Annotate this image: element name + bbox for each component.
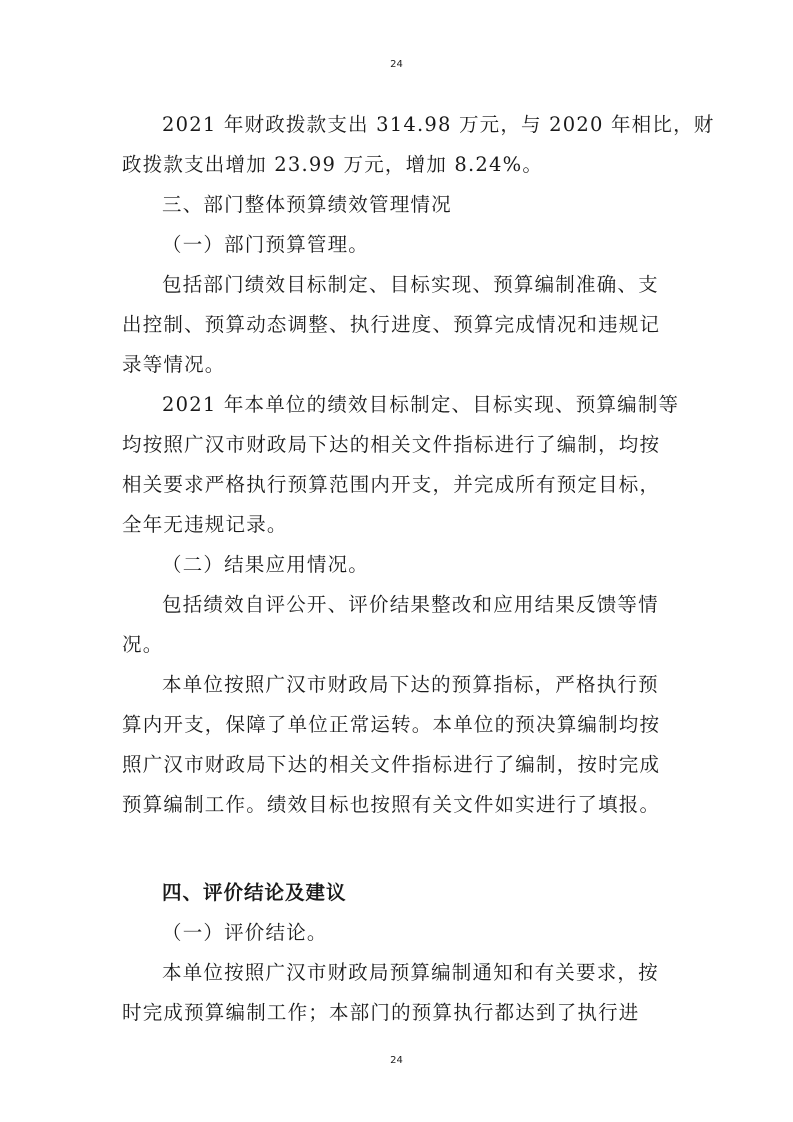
text-line: 算内开支，保障了单位正常运转。本单位的预决算编制均按 [122, 713, 661, 736]
text-line: 照广汉市财政局下达的相关文件指标进行了编制，按时完成 [122, 753, 661, 776]
paragraph-appropriation-expenditure [122, 105, 715, 185]
text-line: 时完成预算编制工作；本部门的预算执行都达到了执行进 [122, 1001, 640, 1024]
section-heading-4 [122, 873, 677, 913]
text-line: 全年无违规记录。 [122, 513, 288, 536]
subsection-heading-evaluation-conclusion [122, 913, 677, 953]
text-line: （一）部门预算管理。 [162, 233, 370, 256]
text-line: 包括绩效自评公开、评价结果整改和应用结果反馈等情 [162, 593, 659, 616]
text-line: 2021 年本单位的绩效目标制定、目标实现、预算编制等 [162, 393, 680, 416]
subsection-heading-result-application [122, 545, 677, 585]
text-line: 本单位按照广汉市财政局下达的预算指标，严格执行预 [162, 673, 659, 696]
page-number-top: 24 [390, 59, 403, 70]
subsection-heading-budget-management [122, 225, 677, 265]
text-line: （二）结果应用情况。 [162, 553, 370, 576]
text-line: 相关要求严格执行预算范围内开支，并完成所有预定目标， [122, 473, 661, 496]
text-line: 本单位按照广汉市财政局预算编制通知和有关要求，按 [162, 961, 659, 984]
text-line: 政拨款支出增加 23.99 万元，增加 8.24%。 [122, 153, 544, 176]
text-line: 况。 [122, 633, 164, 656]
text-line: 出控制、预算动态调整、执行进度、预算完成情况和违规记 [122, 313, 661, 336]
paragraph-2021-performance [122, 385, 680, 545]
paragraph-evaluation-conclusion [122, 953, 677, 1033]
text-line: 包括部门绩效目标制定、目标实现、预算编制准确、支 [162, 273, 659, 296]
text-line: （一）评价结论。 [162, 921, 328, 944]
text-line: 四、评价结论及建议 [162, 881, 347, 904]
text-line: 录等情况。 [122, 353, 226, 376]
paragraph-budget-scope [122, 265, 677, 385]
paragraph-result-scope [122, 585, 677, 665]
text-line: 三、部门整体预算绩效管理情况 [162, 193, 452, 216]
text-line: 预算编制工作。绩效目标也按照有关文件如实进行了填报。 [122, 793, 661, 816]
paragraph-unit-budget-execution [122, 665, 677, 825]
text-line: 均按照广汉市财政局下达的相关文件指标进行了编制，均按 [122, 433, 661, 456]
section-heading-3 [122, 185, 677, 225]
page-number-bottom: 24 [390, 1055, 403, 1066]
text-line: 2021 年财政拨款支出 314.98 万元，与 2020 年相比，财 [162, 113, 715, 136]
